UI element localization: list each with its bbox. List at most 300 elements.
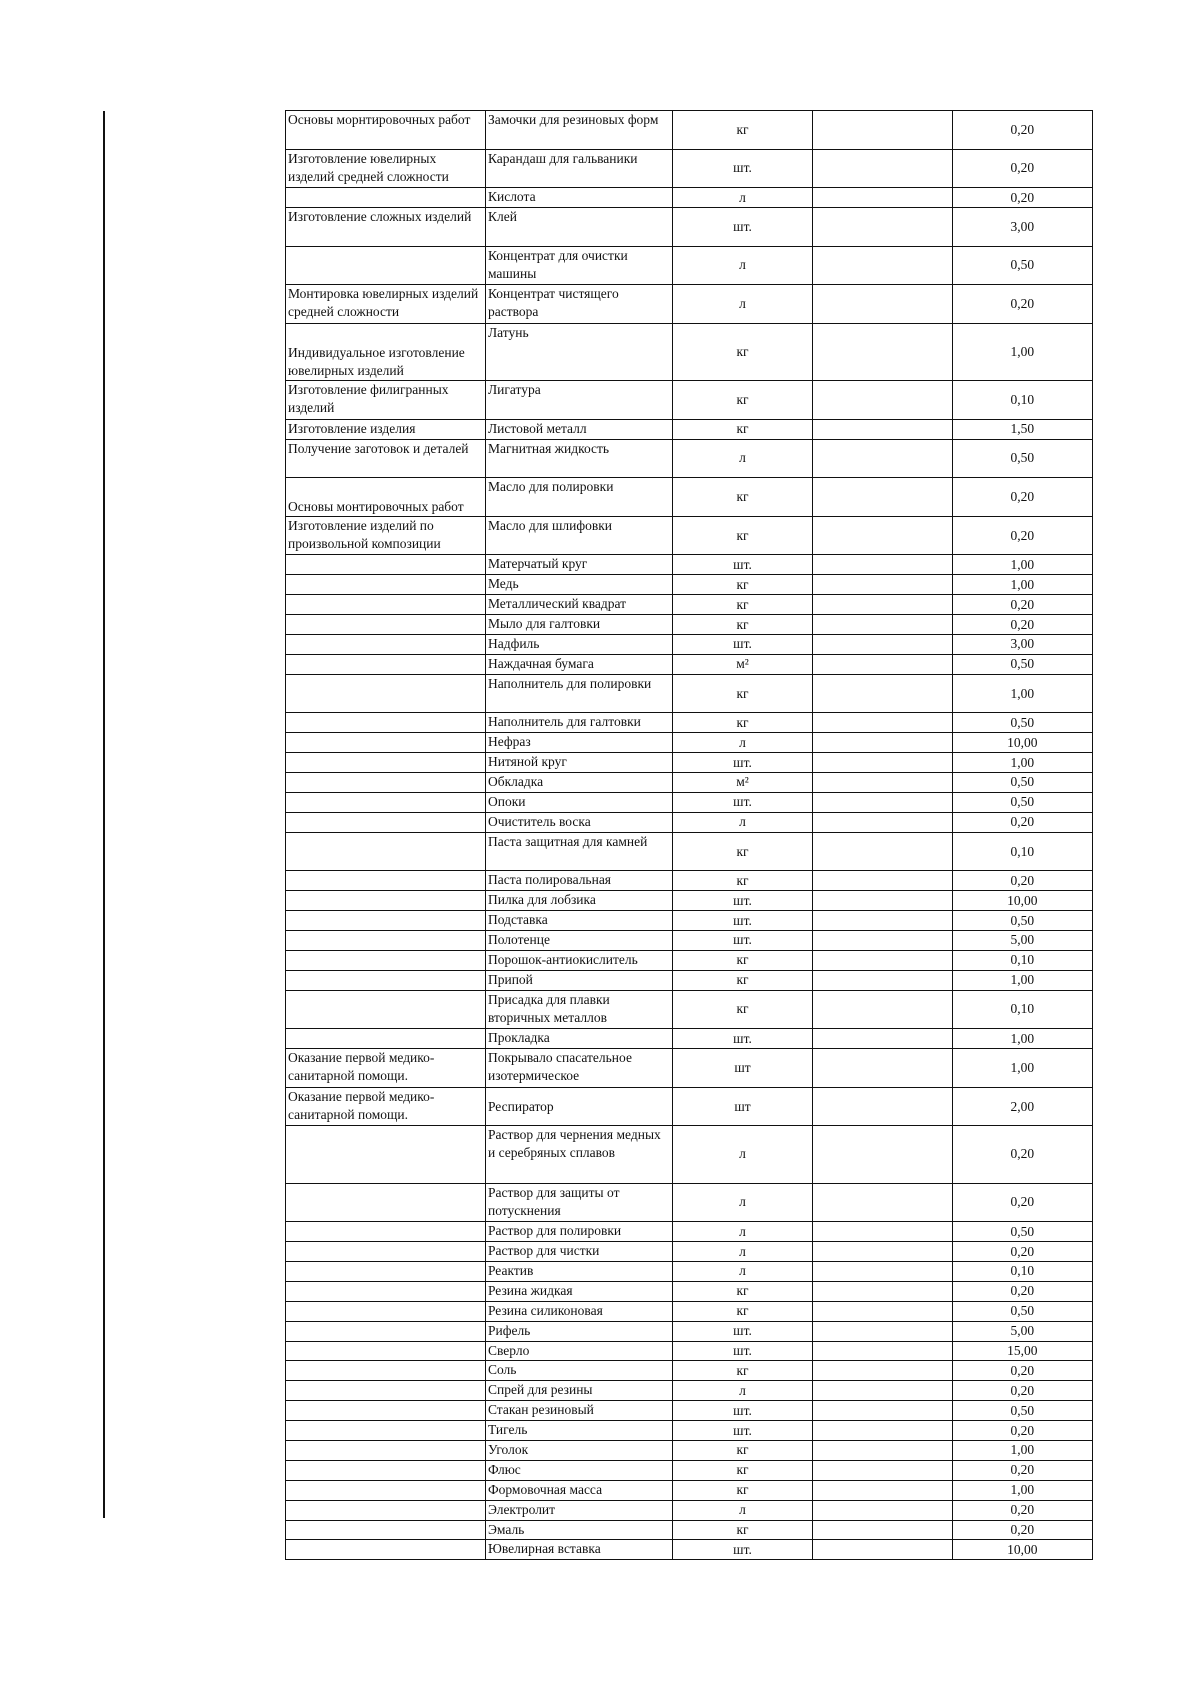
material-name-cell: Наждачная бумага [485,654,672,674]
unit-cell: кг [672,575,812,595]
section-cell [286,1480,486,1500]
table-row [286,812,1093,832]
quantity-cell: 0,20 [952,1381,1092,1401]
unit-cell: кг [672,832,812,871]
quantity-cell: 0,20 [952,812,1092,832]
unit-cell: л [672,439,812,478]
table-row [286,792,1093,812]
section-cell [286,555,486,575]
material-name-cell: Электролит [485,1500,672,1520]
empty-cell [813,516,952,555]
section-cell [286,654,486,674]
unit-cell: л [672,1261,812,1281]
empty-cell [813,753,952,773]
table-row [286,478,1093,517]
empty-cell [813,1500,952,1520]
quantity-cell: 10,00 [952,1540,1092,1560]
table-row [286,1460,1093,1480]
quantity-cell: 1,00 [952,970,1092,990]
empty-cell [813,246,952,285]
section-cell [286,634,486,654]
empty-cell [813,674,952,713]
material-name-cell: Эмаль [485,1520,672,1540]
material-name-cell: Присадка для плавки вторичных металлов [485,990,672,1029]
material-name-cell: Мыло для галтовки [485,615,672,635]
table-row [286,149,1093,188]
unit-cell: шт. [672,911,812,931]
material-name-cell: Наполнитель для полировки [485,674,672,713]
section-cell: Изготовление изделия [286,419,486,439]
table-row [286,773,1093,793]
material-name-cell: Порошок-антиокислитель [485,950,672,970]
section-cell [286,753,486,773]
section-cell [286,1183,486,1222]
unit-cell: кг [672,871,812,891]
table-row [286,634,1093,654]
table-row [286,575,1093,595]
unit-cell: кг [672,713,812,733]
section-cell [286,1441,486,1461]
table-row [286,891,1093,911]
table-row [286,654,1093,674]
empty-cell [813,1401,952,1421]
material-name-cell: Реактив [485,1261,672,1281]
section-cell: Основы морнтировочных работ [286,111,486,150]
table-row [286,733,1093,753]
material-name-cell: Обкладка [485,773,672,793]
table-row [286,1441,1093,1461]
material-name-cell: Наполнитель для галтовки [485,713,672,733]
empty-cell [813,950,952,970]
empty-cell [813,1183,952,1222]
empty-cell [813,111,952,150]
table-row [286,1261,1093,1281]
empty-cell [813,149,952,188]
table-row [286,1480,1093,1500]
empty-cell [813,990,952,1029]
unit-cell: кг [672,1441,812,1461]
empty-cell [813,439,952,478]
empty-cell [813,634,952,654]
section-cell [286,812,486,832]
table-row [286,1341,1093,1361]
quantity-cell: 0,20 [952,1281,1092,1301]
quantity-cell: 0,20 [952,285,1092,324]
section-cell [286,1401,486,1421]
unit-cell: кг [672,381,812,420]
section-cell [286,1242,486,1262]
quantity-cell: 0,10 [952,381,1092,420]
unit-cell: л [672,188,812,208]
material-name-cell: Паста защитная для камней [485,832,672,871]
quantity-cell: 2,00 [952,1087,1092,1126]
section-cell [286,1126,486,1183]
unit-cell: кг [672,674,812,713]
quantity-cell: 0,20 [952,1500,1092,1520]
materials-table [285,110,1093,1560]
unit-cell: кг [672,1480,812,1500]
section-cell [286,713,486,733]
material-name-cell: Рифель [485,1321,672,1341]
empty-cell [813,381,952,420]
empty-cell [813,1301,952,1321]
quantity-cell: 1,00 [952,1029,1092,1049]
unit-cell: шт [672,1087,812,1126]
unit-cell: л [672,812,812,832]
unit-cell: шт. [672,1029,812,1049]
unit-cell: кг [672,970,812,990]
table-row [286,1500,1093,1520]
section-cell [286,1222,486,1242]
empty-cell [813,419,952,439]
quantity-cell: 5,00 [952,1321,1092,1341]
section-cell [286,1321,486,1341]
material-name-cell: Припой [485,970,672,990]
unit-cell: шт. [672,1540,812,1560]
quantity-cell: 0,50 [952,911,1092,931]
material-name-cell: Прокладка [485,1029,672,1049]
table-row [286,1301,1093,1321]
empty-cell [813,1460,952,1480]
unit-cell: кг [672,595,812,615]
quantity-cell: 1,00 [952,555,1092,575]
material-name-cell: Концентрат чистящего раствора [485,285,672,324]
section-cell [286,733,486,753]
quantity-cell: 1,50 [952,419,1092,439]
material-name-cell: Резина силиконовая [485,1301,672,1321]
material-name-cell: Замочки для резиновых форм [485,111,672,150]
quantity-cell: 15,00 [952,1341,1092,1361]
section-cell: Монтировка ювелирных изделий средней сложности [286,285,486,324]
unit-cell: шт. [672,1421,812,1441]
quantity-cell: 0,20 [952,1242,1092,1262]
unit-cell: л [672,285,812,324]
unit-cell: л [672,1126,812,1183]
unit-cell: кг [672,950,812,970]
section-cell: Основы монтировочных работ [286,478,486,517]
unit-cell: кг [672,419,812,439]
empty-cell [813,812,952,832]
section-cell [286,188,486,208]
quantity-cell: 3,00 [952,634,1092,654]
section-cell: Оказание первой медико-санитарной помощи. [286,1049,486,1088]
material-name-cell: Стакан резиновый [485,1401,672,1421]
empty-cell [813,285,952,324]
table-row [286,713,1093,733]
unit-cell: кг [672,1301,812,1321]
unit-cell: шт. [672,208,812,247]
table-row [286,832,1093,871]
table-row [286,674,1093,713]
unit-cell: л [672,1222,812,1242]
quantity-cell: 5,00 [952,930,1092,950]
empty-cell [813,713,952,733]
quantity-cell: 10,00 [952,891,1092,911]
material-name-cell: Флюс [485,1460,672,1480]
unit-cell: л [672,1381,812,1401]
empty-cell [813,1261,952,1281]
empty-cell [813,1242,952,1262]
empty-cell [813,1381,952,1401]
table-row [286,1183,1093,1222]
quantity-cell: 0,50 [952,713,1092,733]
unit-cell: м² [672,773,812,793]
material-name-cell: Раствор для чистки [485,1242,672,1262]
material-name-cell: Масло для шлифовки [485,516,672,555]
table-row [286,1540,1093,1560]
unit-cell: шт. [672,891,812,911]
quantity-cell: 0,20 [952,516,1092,555]
quantity-cell: 0,20 [952,1183,1092,1222]
unit-cell: кг [672,478,812,517]
empty-cell [813,733,952,753]
quantity-cell: 1,00 [952,674,1092,713]
material-name-cell: Кислота [485,188,672,208]
quantity-cell: 1,00 [952,1441,1092,1461]
empty-cell [813,891,952,911]
section-cell [286,950,486,970]
quantity-cell: 0,10 [952,832,1092,871]
quantity-cell: 0,50 [952,246,1092,285]
section-cell: Индивидуальное изготовление ювелирных изделий [286,323,486,380]
table-row [286,419,1093,439]
empty-cell [813,1480,952,1500]
table-row [286,1029,1093,1049]
quantity-cell: 0,20 [952,1126,1092,1183]
unit-cell: м² [672,654,812,674]
table-row [286,381,1093,420]
table-row [286,753,1093,773]
table-row [286,1401,1093,1421]
quantity-cell: 0,50 [952,654,1092,674]
empty-cell [813,930,952,950]
quantity-cell: 0,20 [952,615,1092,635]
unit-cell: шт. [672,1321,812,1341]
table-row [286,111,1093,150]
empty-cell [813,478,952,517]
table-row [286,930,1093,950]
material-name-cell: Покрывало спасательное изотермическое [485,1049,672,1088]
unit-cell: л [672,246,812,285]
empty-cell [813,1361,952,1381]
quantity-cell: 0,50 [952,1222,1092,1242]
empty-cell [813,1029,952,1049]
unit-cell: кг [672,1520,812,1540]
empty-cell [813,323,952,380]
section-cell: Изготовление ювелирных изделий средней сложности [286,149,486,188]
quantity-cell: 0,20 [952,478,1092,517]
quantity-cell: 0,50 [952,773,1092,793]
unit-cell: шт. [672,1341,812,1361]
quantity-cell: 0,20 [952,1421,1092,1441]
empty-cell [813,555,952,575]
section-cell [286,871,486,891]
material-name-cell: Надфиль [485,634,672,654]
unit-cell: шт. [672,930,812,950]
material-name-cell: Матерчатый круг [485,555,672,575]
quantity-cell: 1,00 [952,753,1092,773]
quantity-cell: 3,00 [952,208,1092,247]
quantity-cell: 0,50 [952,1301,1092,1321]
section-cell [286,1361,486,1381]
empty-cell [813,615,952,635]
quantity-cell: 0,10 [952,990,1092,1029]
empty-cell [813,1540,952,1560]
unit-cell: шт. [672,753,812,773]
quantity-cell: 0,10 [952,1261,1092,1281]
unit-cell: шт. [672,1401,812,1421]
quantity-cell: 0,50 [952,1401,1092,1421]
unit-cell: кг [672,615,812,635]
empty-cell [813,654,952,674]
material-name-cell: Раствор для полировки [485,1222,672,1242]
empty-cell [813,911,952,931]
unit-cell: л [672,1500,812,1520]
section-cell: Оказание первой медико-санитарной помощи. [286,1087,486,1126]
empty-cell [813,871,952,891]
unit-cell: кг [672,990,812,1029]
empty-cell [813,575,952,595]
table-row [286,990,1093,1029]
unit-cell: кг [672,111,812,150]
quantity-cell: 0,20 [952,188,1092,208]
material-name-cell: Клей [485,208,672,247]
material-name-cell: Металлический квадрат [485,595,672,615]
table-row [286,188,1093,208]
section-cell [286,615,486,635]
page-margin-line [103,111,105,1518]
table-row [286,555,1093,575]
empty-cell [813,832,952,871]
table-row [286,871,1093,891]
material-name-cell: Спрей для резины [485,1381,672,1401]
empty-cell [813,1520,952,1540]
section-cell: Получение заготовок и деталей [286,439,486,478]
unit-cell: кг [672,323,812,380]
section-cell: Изготовление филигранных изделий [286,381,486,420]
material-name-cell: Концентрат для очистки машины [485,246,672,285]
unit-cell: кг [672,1460,812,1480]
unit-cell: л [672,733,812,753]
section-cell [286,1261,486,1281]
unit-cell: шт. [672,634,812,654]
empty-cell [813,773,952,793]
section-cell [286,1381,486,1401]
section-cell [286,930,486,950]
quantity-cell: 1,00 [952,323,1092,380]
empty-cell [813,1049,952,1088]
table-row [286,439,1093,478]
empty-cell [813,208,952,247]
material-name-cell: Резина жидкая [485,1281,672,1301]
table-row [286,615,1093,635]
quantity-cell: 10,00 [952,733,1092,753]
quantity-cell: 0,20 [952,1460,1092,1480]
unit-cell: шт [672,1049,812,1088]
quantity-cell: 0,50 [952,792,1092,812]
table-row [286,323,1093,380]
section-cell: Изготовление сложных изделий [286,208,486,247]
empty-cell [813,1126,952,1183]
section-cell [286,1341,486,1361]
unit-cell: шт. [672,555,812,575]
material-name-cell: Масло для полировки [485,478,672,517]
material-name-cell: Сверло [485,1341,672,1361]
section-cell [286,1281,486,1301]
empty-cell [813,1321,952,1341]
section-cell [286,1421,486,1441]
quantity-cell: 0,20 [952,595,1092,615]
section-cell [286,792,486,812]
quantity-cell: 0,20 [952,149,1092,188]
table-row [286,1381,1093,1401]
section-cell [286,1540,486,1560]
material-name-cell: Карандаш для гальваники [485,149,672,188]
table-row [286,1520,1093,1540]
empty-cell [813,595,952,615]
quantity-cell: 0,10 [952,950,1092,970]
quantity-cell: 0,20 [952,1361,1092,1381]
material-name-cell: Латунь [485,323,672,380]
quantity-cell: 0,50 [952,439,1092,478]
quantity-cell: 1,00 [952,1049,1092,1088]
quantity-cell: 0,20 [952,1520,1092,1540]
material-name-cell: Ювелирная вставка [485,1540,672,1560]
table-row [286,970,1093,990]
empty-cell [813,1441,952,1461]
table-row [286,1242,1093,1262]
table-row [286,208,1093,247]
material-name-cell: Медь [485,575,672,595]
section-cell [286,575,486,595]
quantity-cell: 1,00 [952,575,1092,595]
unit-cell: шт. [672,792,812,812]
empty-cell [813,792,952,812]
material-name-cell: Магнитная жидкость [485,439,672,478]
material-name-cell: Формовочная масса [485,1480,672,1500]
table-row [286,1421,1093,1441]
section-cell [286,911,486,931]
table-row [286,285,1093,324]
empty-cell [813,188,952,208]
material-name-cell: Паста полировальная [485,871,672,891]
table-row [286,1126,1093,1183]
section-cell [286,832,486,871]
unit-cell: шт. [672,149,812,188]
section-cell [286,1460,486,1480]
table-row [286,595,1093,615]
material-name-cell: Нитяной круг [485,753,672,773]
table-row [286,1361,1093,1381]
material-name-cell: Пилка для лобзика [485,891,672,911]
unit-cell: л [672,1242,812,1262]
section-cell [286,1301,486,1321]
section-cell [286,1500,486,1520]
material-name-cell: Полотенце [485,930,672,950]
quantity-cell: 1,00 [952,1480,1092,1500]
unit-cell: кг [672,1281,812,1301]
material-name-cell: Тигель [485,1421,672,1441]
section-cell [286,970,486,990]
section-cell: Изготовление изделий по произвольной композиции [286,516,486,555]
section-cell [286,891,486,911]
table-row [286,1049,1093,1088]
material-name-cell: Респиратор [485,1087,672,1126]
table-row [286,246,1093,285]
quantity-cell: 0,20 [952,111,1092,150]
table-row [286,516,1093,555]
quantity-cell: 0,20 [952,871,1092,891]
